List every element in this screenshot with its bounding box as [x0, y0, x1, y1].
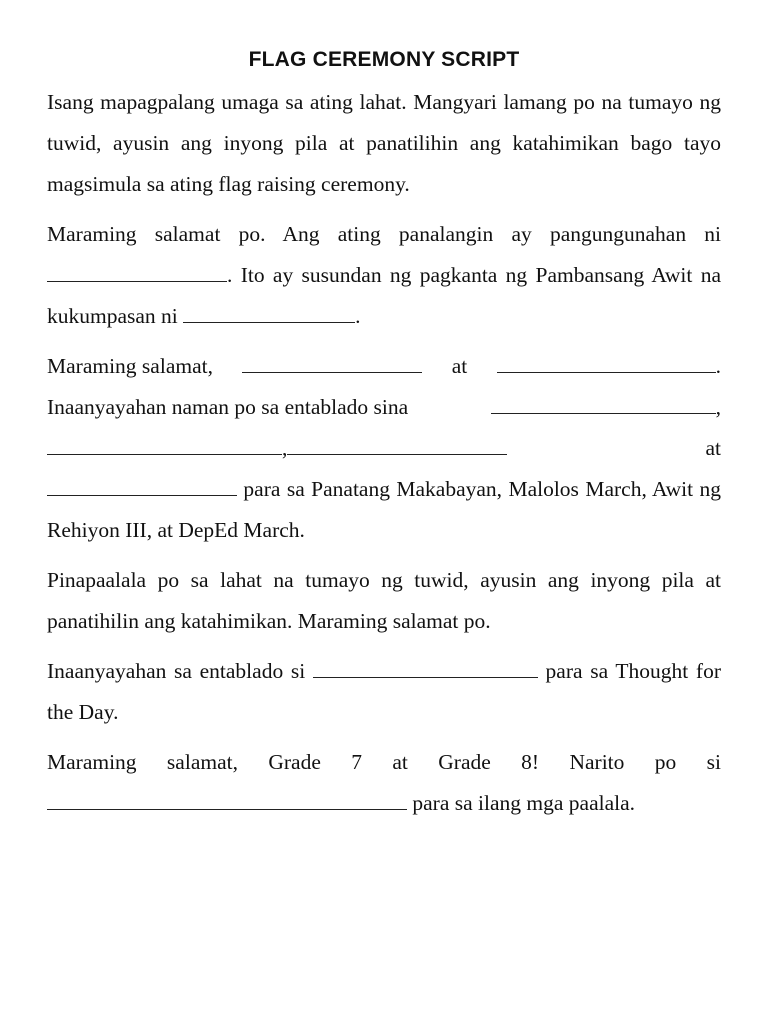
blank-invitee-3	[287, 438, 507, 455]
blank-announcer	[47, 793, 407, 810]
blank-invitee-4	[47, 479, 237, 496]
paragraph-thought	[47, 651, 721, 733]
blank-thought-speaker	[313, 661, 538, 678]
text-segment: ,	[715, 395, 721, 419]
blank-group	[497, 346, 721, 387]
text-segment: at	[705, 436, 721, 460]
blank-group	[491, 387, 721, 428]
paragraph-prayer	[47, 214, 721, 337]
text-segment: para sa ilang mga paalala.	[412, 791, 636, 815]
line-1	[47, 346, 721, 387]
text-segment: ,	[282, 436, 288, 460]
blank-prayer-leader	[47, 265, 227, 282]
text-segment: para sa Panatang Makabayan, Malolos March, Awit ng Rehiyon III, at DepEd March.	[47, 477, 721, 542]
blank-anthem-conductor	[183, 306, 355, 323]
text-segment: . Ito ay susundan ng pagkanta ng Pambansang Awit na kukumpasan ni	[47, 263, 721, 328]
blank-invitee-2	[47, 438, 282, 455]
blank-invitee-1	[491, 397, 716, 414]
text-segment: Maraming salamat,	[47, 354, 213, 378]
text-segment: Maraming salamat po. Ang ating panalangin ay pangungunahan ni	[47, 222, 721, 246]
text-segment: at	[451, 354, 468, 378]
paragraph-reminder: Pinapaalala po sa lahat na tumayo ng tuwid, ayusin ang inyong pila at panatihilin ang katahimikan. Maraming salamat po.	[47, 568, 721, 633]
text-segment: Inaanyayahan sa entablado si	[47, 659, 306, 683]
blank-group	[47, 428, 507, 469]
text-segment: .	[355, 304, 361, 328]
blank-thanks-2	[497, 356, 716, 373]
blank-thanks-1	[242, 356, 422, 373]
line-2	[47, 387, 721, 428]
text-segment: para sa Thought for the Day.	[47, 659, 721, 724]
paragraph-greeting: Isang mapagpalang umaga sa ating lahat. Mangyari lamang po na tumayo ng tuwid, ayusin ang inyong pila at panatilihin ang katahimikan bago tayo magsimula sa ating flag raising ceremony.	[47, 90, 721, 196]
text-segment: Inaanyayahan naman po sa entablado sina	[47, 395, 409, 419]
line-3	[47, 428, 721, 469]
text-segment: .	[715, 354, 721, 378]
paragraph-announcements	[47, 742, 721, 824]
paragraph-invitation	[47, 346, 721, 551]
text-segment: Maraming salamat, Grade 7 at Grade 8! Narito po si	[47, 750, 721, 774]
line-4	[47, 469, 721, 551]
document-title: FLAG CEREMONY SCRIPT	[248, 48, 520, 71]
